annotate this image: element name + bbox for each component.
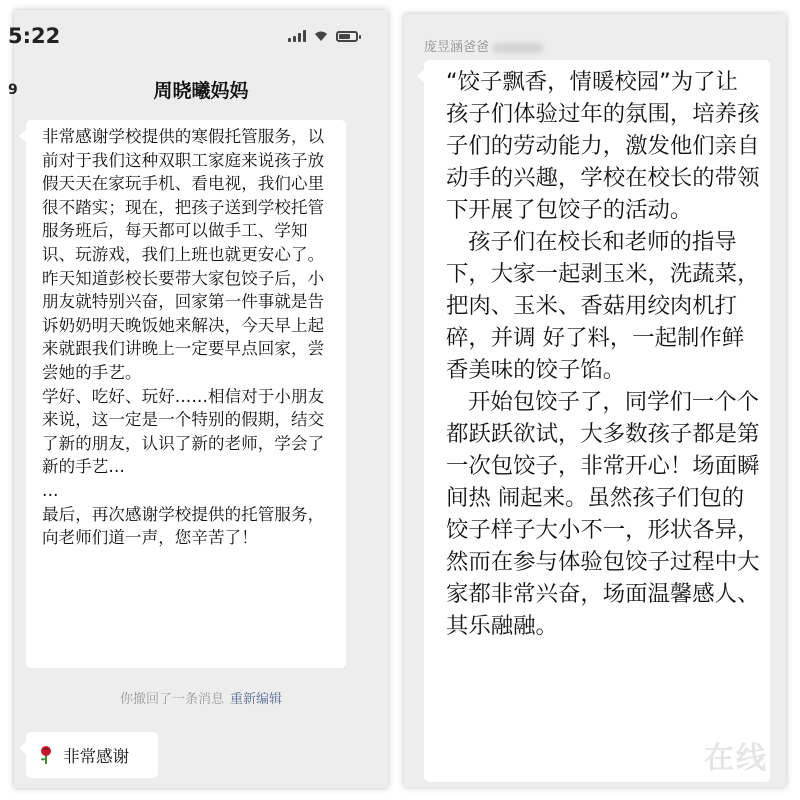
chat-title: 周晓曦妈妈 — [153, 80, 249, 102]
status-time: 5:22 — [8, 24, 61, 48]
message-paragraph: “饺子飘香，情暖校园”为了让孩子们体验过年的氛围，培养孩子们的劳动能力，激发他们亲自动手的兴趣，学校在校长的带领下开展了包饺子的活动。 — [446, 69, 760, 223]
watermark: 在线 — [704, 741, 768, 776]
recall-notice — [14, 688, 388, 707]
status-icons — [288, 30, 358, 42]
rose-icon — [38, 745, 54, 765]
message-bubble[interactable] — [424, 60, 770, 782]
recall-text: 你撤回了一条消息 — [119, 692, 224, 707]
short-message-text: 非常感谢 — [63, 747, 130, 766]
sender-name-text: 庞昱涵爸爸 — [424, 40, 490, 55]
message-text: 非常感谢学校提供的寒假托管服务，以前对于我们这种双职工家庭来说孩子放假天天在家玩手机、看电视，我们心里很不踏实；现在，把孩子送到学校托管服务班后，每天都可以做手工、学知识、玩游戏，我们上班也就更安心了。 昨天知道彭校长要带大家包饺子后，小朋友就特别兴奋，回家第一件事就是告诉奶奶明天晚饭她来解决，今天早上起来就跟我们讲晚上一定要早点回家，尝尝她的手艺。 学好、吃好、玩好……相信对于小朋友来说，这一定是一个特别的假期，结交了新的朋友，认识了新的老师，学会了新的手艺… … 最后，再次感谢学校提供的托管服务，向老师们道一声，您辛苦了！ — [42, 127, 325, 548]
status-bar — [8, 10, 388, 58]
signal-icon — [288, 30, 306, 42]
chat-screenshot-left — [8, 10, 388, 788]
blurred-nickname — [493, 43, 543, 53]
chat-nav-bar — [8, 64, 388, 114]
sender-name — [424, 36, 543, 55]
message-paragraph: 孩子们在校长和老师的指导下，大家一起剥玉米，洗蔬菜，把肉、玉米、香菇用绞肉机打碎，并调 好了料，一起制作鲜香美味的饺子馅。 — [446, 229, 760, 383]
wifi-icon — [314, 30, 328, 42]
message-bubble-short[interactable] — [26, 732, 158, 778]
reedit-link[interactable]: 重新编辑 — [230, 692, 283, 707]
back-icon[interactable]: 9 — [8, 82, 18, 98]
chat-screenshot-right — [404, 14, 786, 787]
message-bubble[interactable] — [26, 120, 346, 668]
message-paragraph: 开始包饺子了，同学们一个个都跃跃欲试，大多数孩子都是第一次包饺子，非常开心！场面瞬间热 闹起来。虽然孩子们包的饺子样子大小不一，形状各异，然而在参与体验包饺子过程中大家都非常兴奋，场面温馨感人、其乐融融。 — [446, 389, 760, 639]
battery-icon — [336, 31, 358, 42]
